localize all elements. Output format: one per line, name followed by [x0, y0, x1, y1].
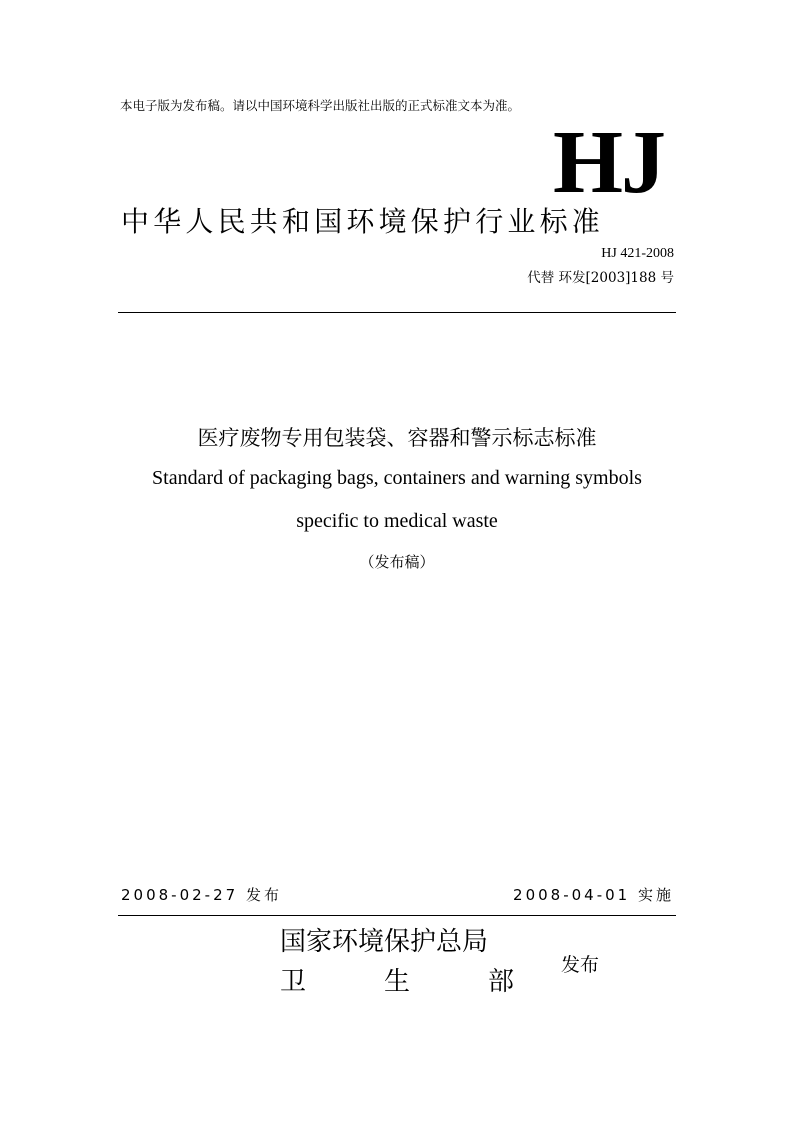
issue-date: 2008-02-27 发布	[121, 886, 282, 904]
issuer-char: 卫	[280, 967, 307, 997]
standard-code: HJ 421-2008	[601, 246, 674, 261]
issued-label: 发布	[561, 954, 600, 976]
draft-tag: （发布稿）	[359, 553, 435, 571]
standard-category-title: 中华人民共和国环境保护行业标准	[121, 205, 605, 238]
replaces-note: 代替 环发[2003]188 号	[527, 270, 674, 286]
issuer-char: 部	[487, 967, 514, 997]
document-title-english-line-1: Standard of packaging bags, containers and warning symbols	[152, 467, 642, 489]
header-divider	[118, 312, 676, 313]
issuer-char: 生	[383, 967, 410, 997]
effective-date: 2008-04-01 实施	[513, 886, 674, 904]
publication-notice: 本电子版为发布稿。请以中国环境科学出版社出版的正式标准文本为准。	[120, 98, 521, 113]
issuer-ministry-of-health	[280, 964, 514, 1000]
issuer-environment-administration: 国家环境保护总局	[280, 927, 489, 957]
footer-divider	[118, 915, 676, 916]
document-title-chinese: 医疗废物专用包装袋、容器和警示标志标准	[197, 426, 597, 450]
hj-logo: HJ	[553, 113, 665, 212]
document-title-english-line-2: specific to medical waste	[296, 510, 498, 532]
